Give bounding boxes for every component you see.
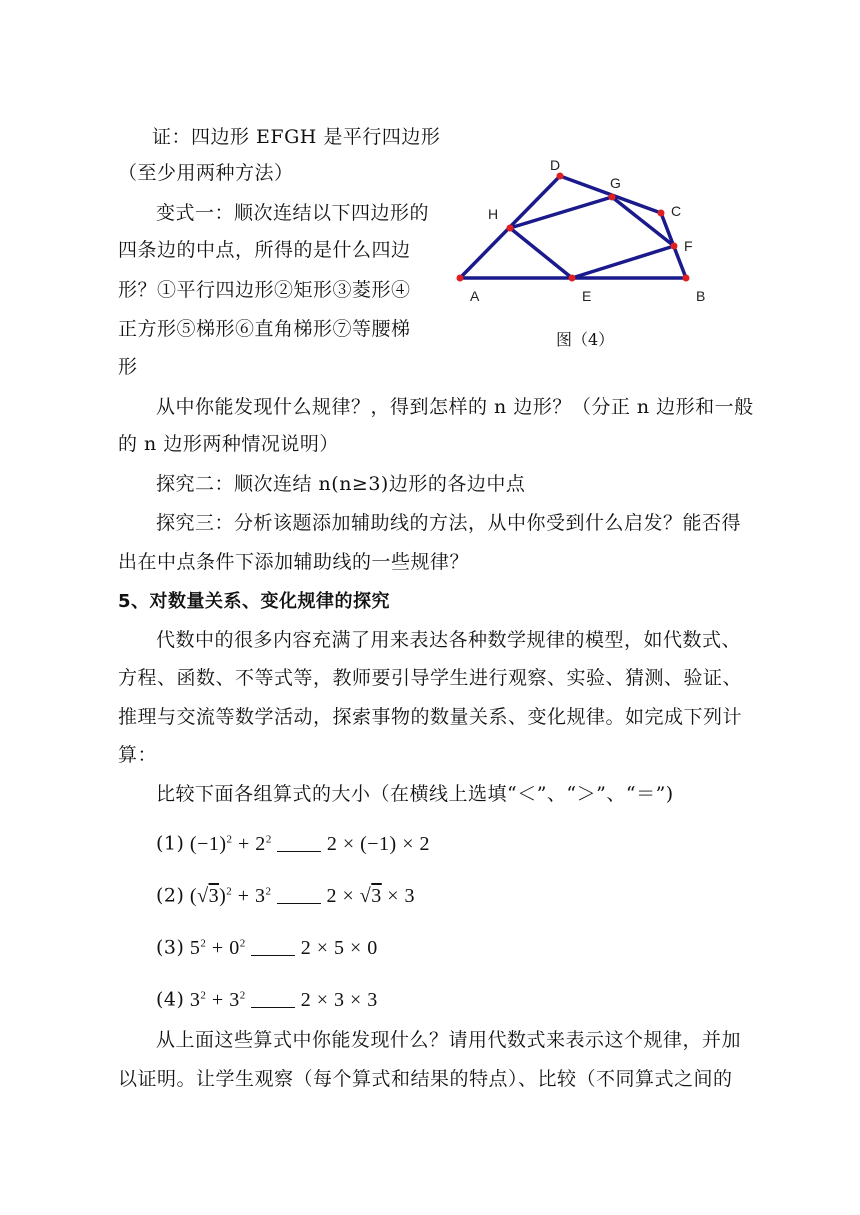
text-line: 推理与交流等数学活动，探索事物的数量关系、变化规律。如完成下列计 bbox=[118, 706, 743, 728]
point-b bbox=[683, 275, 690, 282]
point-c bbox=[658, 210, 665, 217]
figure-caption: 图（4） bbox=[556, 330, 615, 349]
text-line: 正方形⑤梯形⑥直角梯形⑦等腰梯 bbox=[118, 318, 411, 340]
text-line: 形 bbox=[118, 356, 138, 378]
expression-3: (3) $5^2 + 0^2$ 2 × 5 × 0 bbox=[156, 936, 378, 959]
text-line: 形？①平行四边形②矩形③菱形④ bbox=[118, 279, 411, 301]
text-line: 探究三：分析该题添加辅助线的方法，从中你受到什么启发？能否得 bbox=[156, 512, 742, 534]
expression-number: (4) bbox=[156, 988, 185, 1011]
label-b: B bbox=[696, 288, 706, 304]
label-g: G bbox=[610, 175, 621, 191]
expression-number: (2) bbox=[156, 884, 185, 907]
quadrilateral-figure bbox=[450, 150, 730, 310]
text-line: 方程、函数、不等式等，教师要引导学生进行观察、实验、猜测、验证、 bbox=[118, 667, 743, 689]
label-f: F bbox=[684, 238, 693, 254]
text-line: 探究二：顺次连结 n(n≥3)边形的各边中点 bbox=[156, 473, 526, 495]
text-line: 比较下面各组算式的大小（在横线上选填“＜”、“＞”、“＝”) bbox=[156, 783, 674, 805]
expression-4: (4) $3^2 + 3^2$ 2 × 3 × 3 bbox=[156, 988, 378, 1011]
expression-1: (1) $(-1)^2 + 2^2$ 2 × (−1) × 2 bbox=[156, 832, 430, 855]
point-d bbox=[557, 173, 564, 180]
label-c: C bbox=[671, 203, 682, 219]
text-line: 出在中点条件下添加辅助线的一些规律？ bbox=[118, 551, 470, 573]
label-h: H bbox=[488, 206, 499, 222]
point-g bbox=[609, 194, 616, 201]
expression-number: (3) bbox=[156, 936, 185, 959]
vertex-points bbox=[457, 173, 690, 282]
expression-number: (1) bbox=[156, 832, 185, 855]
point-f bbox=[671, 243, 678, 250]
point-h bbox=[507, 225, 514, 232]
text-line: 证：四边形 EFGH 是平行四边形 bbox=[152, 126, 441, 148]
text-line: 代数中的很多内容充满了用来表达各种数学规律的模型，如代数式、 bbox=[156, 629, 742, 651]
label-d: D bbox=[550, 157, 561, 173]
label-e: E bbox=[582, 288, 592, 304]
label-a: A bbox=[470, 288, 480, 304]
text-line: 从上面这些算式中你能发现什么？请用代数式来表示这个规律，并加 bbox=[156, 1029, 742, 1051]
text-line: 的 n 边形两种情况说明） bbox=[118, 433, 339, 455]
text-line: 从中你能发现什么规律？，得到怎样的 n 边形？（分正 n 边形和一般 bbox=[156, 396, 754, 418]
expression-2: (2) $(√3)^2 + 3^2$ 2 × √3 × 3 bbox=[156, 884, 416, 907]
text-line: （至少用两种方法） bbox=[118, 162, 294, 184]
text-line: 四条边的中点，所得的是什么四边 bbox=[118, 239, 411, 261]
point-e bbox=[569, 275, 576, 282]
text-line: 算： bbox=[118, 744, 158, 766]
point-a bbox=[457, 275, 464, 282]
text-line: 以证明。让学生观察（每个算式和结果的特点）、比较（不同算式之间的 bbox=[118, 1068, 733, 1090]
section-heading: 5、对数量关系、变化规律的探究 bbox=[118, 591, 391, 612]
text-line: 变式一：顺次连结以下四边形的 bbox=[156, 202, 430, 224]
